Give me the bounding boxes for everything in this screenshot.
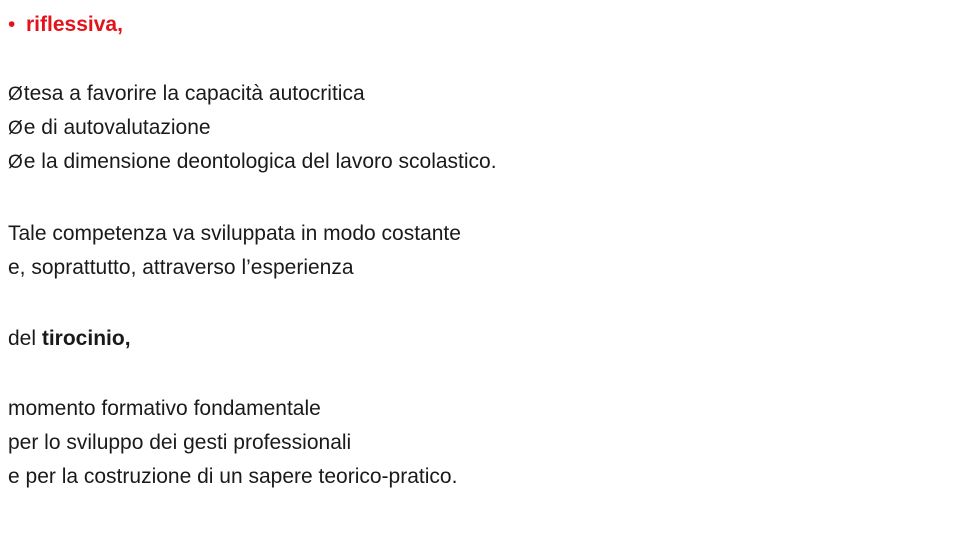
paragraph-line: Tale competenza va sviluppata in modo costante: [8, 222, 461, 245]
paragraph-line: e, soprattutto, attraverso l’esperienza: [8, 256, 354, 279]
arrow-bullet-icon: Ø: [8, 118, 23, 139]
arrow-list-item: [8, 81, 365, 108]
bullet-icon: •: [8, 13, 16, 36]
paragraph-line: per lo sviluppo dei gesti professionali: [8, 431, 352, 454]
arrow-bullet-icon: Ø: [8, 152, 23, 173]
arrow-list-item: [8, 149, 497, 176]
arrow-list-item: [8, 115, 211, 142]
arrow-list-item-text: e la dimensione deontologica del lavoro scolastico.: [23, 150, 497, 173]
paragraph-line: momento formativo fondamentale: [8, 397, 321, 420]
tirocinio-bold-text: tirocinio,: [41, 327, 131, 350]
arrow-list-item-text: e di autovalutazione: [23, 116, 211, 139]
arrow-bullet-icon: Ø: [8, 84, 23, 105]
arrow-list-item-text: tesa a favorire la capacità autocritica: [23, 82, 365, 105]
tirocinio-line: [8, 326, 131, 352]
paragraph-line: e per la costruzione di un sapere teorico-pratico.: [8, 465, 458, 488]
heading-text: riflessiva,: [26, 13, 123, 36]
slide-heading: [8, 12, 123, 38]
tirocinio-prefix: del: [8, 327, 42, 350]
